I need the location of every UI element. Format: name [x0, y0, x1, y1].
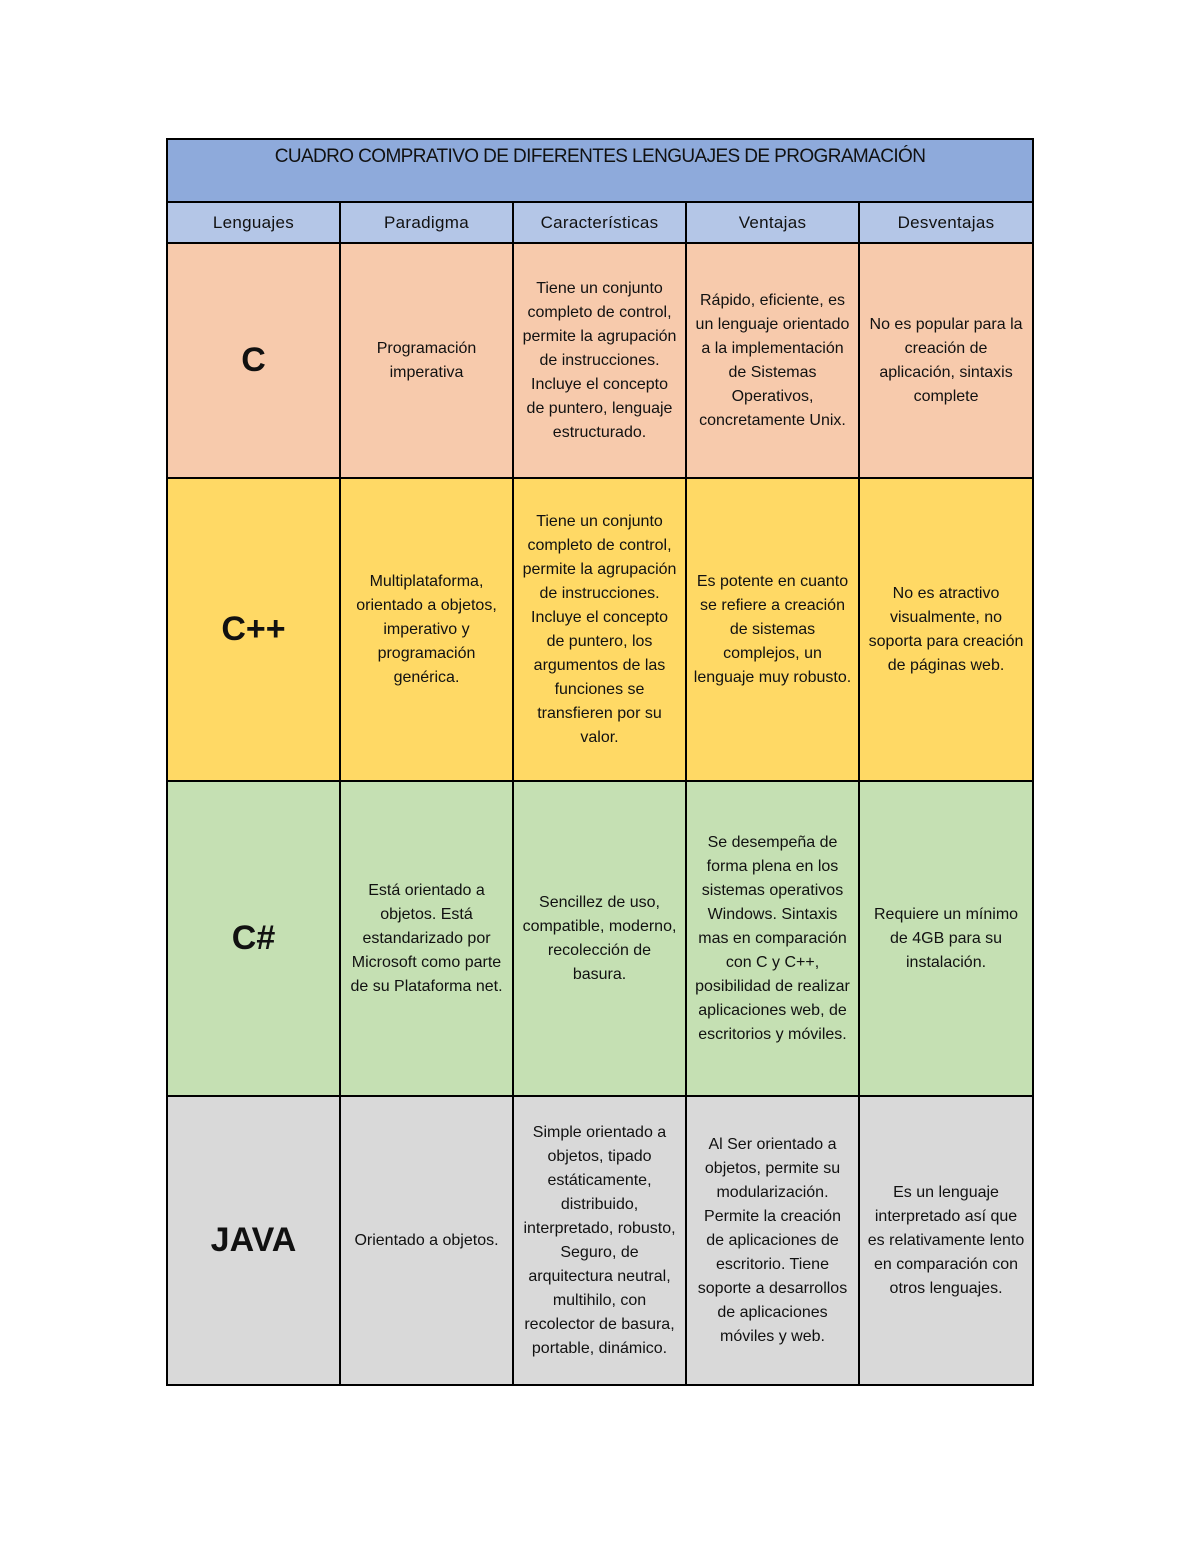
lang-cell: C [167, 243, 340, 478]
paradigma-cell: Multiplataforma, orientado a objetos, imperativo y programación genérica. [340, 478, 513, 781]
desventajas-cell: Requiere un mínimo de 4GB para su instalación. [859, 781, 1033, 1096]
header-desventajas: Desventajas [859, 202, 1033, 243]
ventajas-cell: Al Ser orientado a objetos, permite su modularización. Permite la creación de aplicaciones de escritorio. Tiene soporte a desarrollos de aplicaciones móviles y web. [686, 1096, 859, 1385]
paradigma-cell: Orientado a objetos. [340, 1096, 513, 1385]
header-ventajas: Ventajas [686, 202, 859, 243]
lang-cell: C++ [167, 478, 340, 781]
table-row-c [167, 243, 1033, 478]
caracteristicas-cell: Tiene un conjunto completo de control, permite la agrupación de instrucciones. Incluye el concepto de puntero, lenguaje estructurado. [513, 243, 686, 478]
lang-cell: JAVA [167, 1096, 340, 1385]
header-lenguajes: Lenguajes [167, 202, 340, 243]
desventajas-cell: No es atractivo visualmente, no soporta para creación de páginas web. [859, 478, 1033, 781]
ventajas-cell: Rápido, eficiente, es un lenguaje orientado a la implementación de Sistemas Operativos, concretamente Unix. [686, 243, 859, 478]
paradigma-cell: Programación imperativa [340, 243, 513, 478]
ventajas-cell: Se desempeña de forma plena en los sistemas operativos Windows. Sintaxis mas en comparación con C y C++, posibilidad de realizar aplicaciones web, de escritorios y móviles. [686, 781, 859, 1096]
table-row-cpp [167, 478, 1033, 781]
caracteristicas-cell: Sencillez de uso, compatible, moderno, recolección de basura. [513, 781, 686, 1096]
comparison-table [166, 138, 1034, 1386]
lang-cell: C# [167, 781, 340, 1096]
desventajas-cell: Es un lenguaje interpretado así que es relativamente lento en comparación con otros lenguajes. [859, 1096, 1033, 1385]
paradigma-cell: Está orientado a objetos. Está estandarizado por Microsoft como parte de su Plataforma net. [340, 781, 513, 1096]
desventajas-cell: No es popular para la creación de aplicación, sintaxis complete [859, 243, 1033, 478]
table-row-csharp [167, 781, 1033, 1096]
caracteristicas-cell: Simple orientado a objetos, tipado estáticamente, distribuido, interpretado, robusto, Seguro, de arquitectura neutral, multihilo, con recolector de basura, portable, dinámico. [513, 1096, 686, 1385]
caracteristicas-cell: Tiene un conjunto completo de control, permite la agrupación de instrucciones. Incluye el concepto de puntero, los argumentos de las funciones se transfieren por su valor. [513, 478, 686, 781]
ventajas-cell: Es potente en cuanto se refiere a creación de sistemas complejos, un lenguaje muy robusto. [686, 478, 859, 781]
table-title: CUADRO COMPRATIVO DE DIFERENTES LENGUAJES DE PROGRAMACIÓN [167, 139, 1033, 202]
table-row-java [167, 1096, 1033, 1385]
header-caracteristicas: Características [513, 202, 686, 243]
header-paradigma: Paradigma [340, 202, 513, 243]
